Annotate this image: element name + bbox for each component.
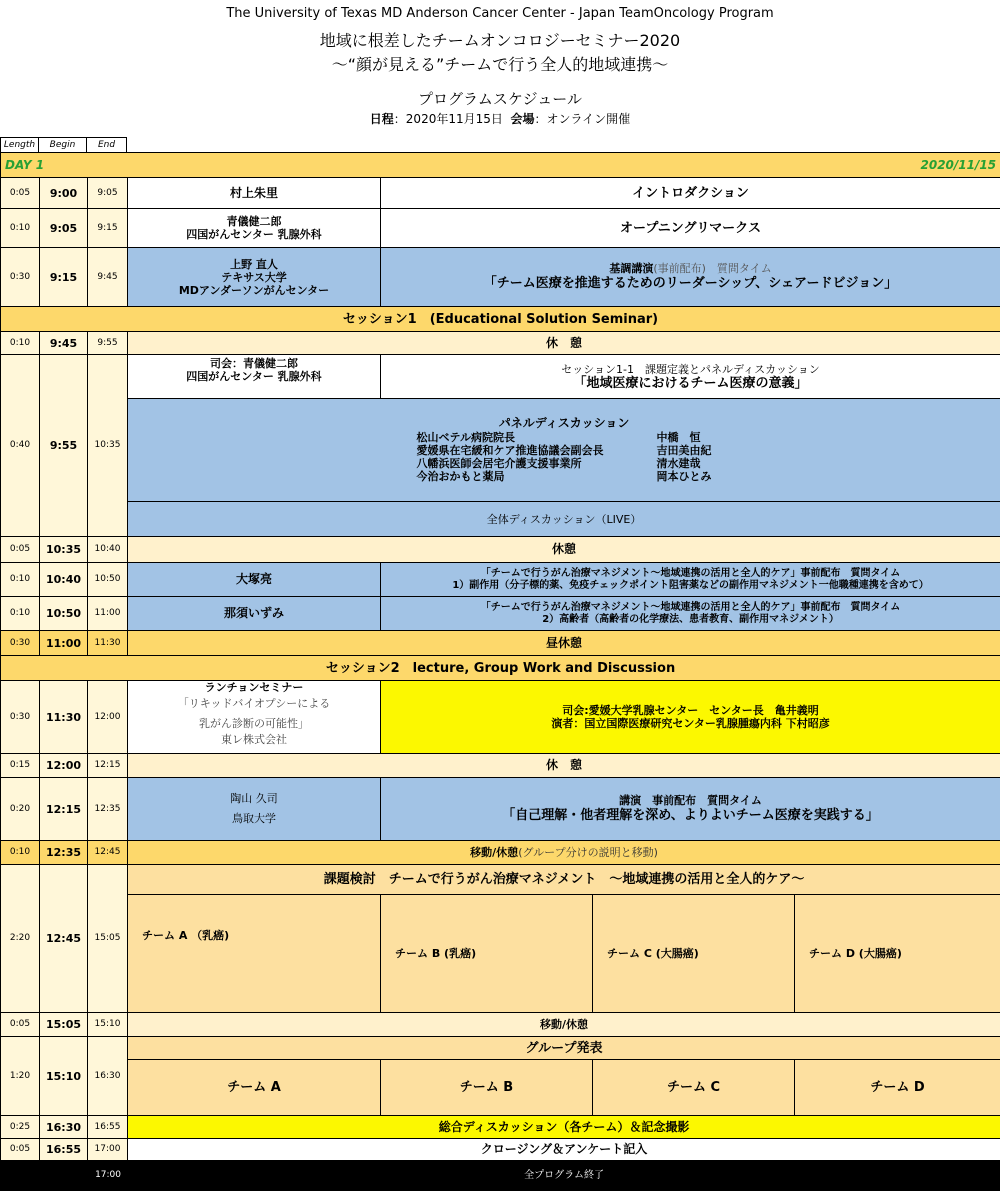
begin-cell: 9:05 xyxy=(40,209,88,248)
date-venue xyxy=(0,110,1000,127)
length-cell: 0:10 xyxy=(1,563,40,597)
begin-cell: 12:15 xyxy=(40,778,88,841)
team-cell: チーム A xyxy=(128,1060,381,1116)
length-cell: 0:15 xyxy=(1,754,40,778)
session2-title: セッション2 lecture, Group Work and Discussion xyxy=(1,656,1000,681)
groupwork-title: 課題検討 チームで行うがん治療マネジメント 〜地域連携の活用と全人的ケア〜 xyxy=(128,865,1000,895)
date-label: 日程 xyxy=(369,112,394,126)
begin-cell: 9:55 xyxy=(40,355,88,537)
section-row xyxy=(1,307,1000,332)
table-row xyxy=(1,1139,1000,1161)
end-cell: 16:30 xyxy=(88,1037,128,1116)
end-cell: 15:10 xyxy=(88,1013,128,1037)
team-cell: チーム A （乳癌) xyxy=(128,895,381,1013)
program-cell: 移動/休憩(グループ分けの説明と移動) xyxy=(128,841,1000,865)
end-cell: 9:55 xyxy=(88,332,128,355)
length-cell: 0:20 xyxy=(1,778,40,841)
end-cell: 16:55 xyxy=(88,1116,128,1139)
program-cell: 移動/休憩 xyxy=(128,1013,1000,1037)
speaker-cell xyxy=(128,355,381,399)
column-header xyxy=(0,137,127,152)
session1-title: セッション1 (Educational Solution Seminar) xyxy=(1,307,1000,332)
keynote-label: 基調講演 xyxy=(609,261,654,275)
length-cell: 0:05 xyxy=(1,178,40,209)
team-cell: チーム D (大腸癌) xyxy=(795,895,1000,1013)
team-cell: チーム C xyxy=(593,1060,795,1116)
program-cell xyxy=(381,248,1000,307)
speaker-affiliation: テキサス大学 xyxy=(221,270,287,284)
schedule-table xyxy=(0,152,1000,1191)
speaker-affiliation: 四国がんセンター 乳腺外科 xyxy=(186,228,322,241)
begin-cell: 9:15 xyxy=(40,248,88,307)
panel-topic: セッション1-1 課題定義とパネルディスカッション xyxy=(561,362,820,376)
table-row xyxy=(1,597,1000,631)
panel-cell xyxy=(128,399,1000,502)
table-row xyxy=(1,399,1000,502)
program-cell: 休 憩 xyxy=(128,754,1000,778)
panel-title: パネルディスカッション xyxy=(498,416,630,430)
end-cell: 17:00 xyxy=(88,1139,128,1161)
keynote-title: 「チーム医療を推進するためのリーダーシップ、シェアードビジョン」 xyxy=(483,275,898,291)
table-row xyxy=(1,1116,1000,1139)
program-cell: オープニングリマークス xyxy=(381,209,1000,248)
program-cell xyxy=(381,681,1000,754)
end-cell: 12:15 xyxy=(88,754,128,778)
speaker-cell xyxy=(128,248,381,307)
program-cell: 講演 事前配布 質問タイム 「自己理解・他者理解を深め、よりよいチーム医療を実践する」 xyxy=(381,778,1000,841)
table-row xyxy=(1,563,1000,597)
begin-cell: 11:00 xyxy=(40,631,88,656)
luncheon-chair: 司会:愛媛大学乳腺センター センター長 亀井義明 xyxy=(562,704,819,717)
table-row xyxy=(1,248,1000,307)
section-row xyxy=(1,656,1000,681)
table-row xyxy=(1,502,1000,537)
team-cell: チーム C (大腸癌) xyxy=(593,895,795,1013)
program-cell: 総合ディスカッション（各チーム）＆記念撮影 xyxy=(128,1116,1000,1139)
end-cell: 12:45 xyxy=(88,841,128,865)
venue-label: 会場 xyxy=(510,112,535,126)
program-cell: 「チームで行うがん治療マネジメント〜地域連携の活用と全人的ケア」事前配布 質問タイム 2）高齢者（高齢者の化学療法、患者教育、副作用マネジメント） xyxy=(381,597,1000,631)
schedule-title: プログラムスケジュール xyxy=(418,90,582,108)
end-row xyxy=(1,1161,1000,1191)
speaker-cell xyxy=(128,209,381,248)
length-cell: 0:30 xyxy=(1,631,40,656)
length-cell: 0:05 xyxy=(1,537,40,563)
team-cell: チーム D xyxy=(795,1060,1000,1116)
chair-affiliation: 四国がんセンター 乳腺外科 xyxy=(186,370,322,383)
seminar-subtitle: 〜“顔が見える”チームで行う全人的地域連携〜 xyxy=(331,55,669,74)
table-row xyxy=(1,1060,1000,1116)
day-date: 2020/11/15 xyxy=(920,157,997,172)
speaker-cell: ランチョンセミナー 「リキッドバイオプシーによる 乳がん診断の可能性」 東レ株式会社 xyxy=(128,681,381,754)
program-cell: 休 憩 xyxy=(128,332,1000,355)
end-cell: 10:40 xyxy=(88,537,128,563)
table-row xyxy=(1,355,1000,399)
discussion-cell: 全体ディスカッション（LIVE） xyxy=(128,502,1000,537)
list-item: 松山ベテル病院院長 中橋 恒 xyxy=(416,431,701,444)
col-end: End xyxy=(87,137,127,152)
end-cell: 9:05 xyxy=(88,178,128,209)
table-row xyxy=(1,1013,1000,1037)
list-item: 愛媛県在宅緩和ケア推進協議会副会長 吉田美由紀 xyxy=(416,444,712,457)
venue-value: ：オンライン開催 xyxy=(534,112,631,126)
length-cell: 0:10 xyxy=(1,209,40,248)
begin-cell: 12:45 xyxy=(40,865,88,1013)
speaker-cell xyxy=(128,778,381,841)
table-row xyxy=(1,631,1000,656)
end-program-cell: 全プログラム終了 xyxy=(128,1161,1000,1191)
org-name: The University of Texas MD Anderson Cancer Center - Japan TeamOncology Program xyxy=(226,6,774,21)
team-cell: チーム B xyxy=(381,1060,593,1116)
end-cell: 9:15 xyxy=(88,209,128,248)
length-cell: 0:10 xyxy=(1,332,40,355)
length-cell: 0:05 xyxy=(1,1013,40,1037)
panel-members xyxy=(417,431,712,483)
begin-cell: 9:00 xyxy=(40,178,88,209)
begin-cell: 11:30 xyxy=(40,681,88,754)
table-row xyxy=(1,681,1000,754)
table-row xyxy=(1,1037,1000,1060)
speaker-cell: 村上朱里 xyxy=(128,178,381,209)
table-row xyxy=(1,332,1000,355)
begin-cell: 12:00 xyxy=(40,754,88,778)
speaker-cell: 那須いずみ xyxy=(128,597,381,631)
begin-cell: 10:35 xyxy=(40,537,88,563)
table-row xyxy=(1,865,1000,895)
length-cell: 0:25 xyxy=(1,1116,40,1139)
length-cell: 0:10 xyxy=(1,597,40,631)
table-row xyxy=(1,537,1000,563)
end-cell: 10:35 xyxy=(88,355,128,537)
end-cell: 9:45 xyxy=(88,248,128,307)
col-begin: Begin xyxy=(39,137,87,152)
length-cell: 2:20 xyxy=(1,865,40,1013)
chair-name: 司会：青儀健二郎 xyxy=(210,357,298,370)
end-cell: 12:35 xyxy=(88,778,128,841)
speaker-name: 上野 直人 xyxy=(230,257,278,271)
luncheon-speaker: 演者：国立国際医療研究センター乳腺腫瘍内科 下村昭彦 xyxy=(551,717,830,730)
table-row xyxy=(1,754,1000,778)
begin-cell: 15:05 xyxy=(40,1013,88,1037)
begin-cell: 16:30 xyxy=(40,1116,88,1139)
end-time-cell: 17:00 xyxy=(1,1161,128,1191)
presentation-title: グループ発表 xyxy=(128,1037,1000,1060)
begin-cell: 12:35 xyxy=(40,841,88,865)
luncheon-title: ランチョンセミナー xyxy=(204,681,304,694)
table-row xyxy=(1,778,1000,841)
table-row xyxy=(1,841,1000,865)
table-row xyxy=(1,209,1000,248)
begin-cell: 10:50 xyxy=(40,597,88,631)
col-length: Length xyxy=(0,137,39,152)
speaker-affiliation: MDアンダーソンがんセンター xyxy=(178,283,330,297)
team-cell: チーム B (乳癌) xyxy=(381,895,593,1013)
end-cell: 10:50 xyxy=(88,563,128,597)
date-value: ：2020年11月15日 xyxy=(393,112,503,126)
begin-cell: 9:45 xyxy=(40,332,88,355)
program-cell: 昼休憩 xyxy=(128,631,1000,656)
begin-cell: 16:55 xyxy=(40,1139,88,1161)
length-cell: 0:30 xyxy=(1,681,40,754)
length-cell: 0:30 xyxy=(1,248,40,307)
program-cell: 「チームで行うがん治療マネジメント〜地域連携の活用と全人的ケア」事前配布 質問タイム 1）副作用（分子標的薬、免疫チェックポイント阻害薬などの副作用マネジメント一他職種連携を含めて） xyxy=(381,563,1000,597)
begin-cell: 10:40 xyxy=(40,563,88,597)
list-item: 今治おかもと薬局 岡本ひとみ xyxy=(416,470,712,483)
end-cell: 15:05 xyxy=(88,865,128,1013)
program-cell: 休憩 xyxy=(128,537,1000,563)
length-cell: 0:40 xyxy=(1,355,40,537)
program-cell: クロージング＆アンケート記入 xyxy=(128,1139,1000,1161)
program-cell xyxy=(381,355,1000,399)
day-row xyxy=(1,153,1000,178)
speaker-name: 陶山 久司 xyxy=(230,792,278,805)
end-cell: 12:00 xyxy=(88,681,128,754)
keynote-note: (事前配布) 質問タイム xyxy=(653,261,772,275)
end-cell: 11:00 xyxy=(88,597,128,631)
list-item: 八幡浜医師会居宅介護支援事業所 清水建哉 xyxy=(416,457,701,470)
speaker-name: 青儀健二郎 xyxy=(226,215,282,228)
begin-cell: 15:10 xyxy=(40,1037,88,1116)
seminar-title: 地域に根差したチームオンコロジーセミナー2020 xyxy=(319,31,681,50)
table-row xyxy=(1,895,1000,1013)
table-row xyxy=(1,178,1000,209)
program-cell: イントロダクション xyxy=(381,178,1000,209)
day-label: DAY 1 xyxy=(5,157,45,172)
length-cell: 1:20 xyxy=(1,1037,40,1116)
panel-topic-title: 「地域医療におけるチーム医療の意義」 xyxy=(573,375,808,391)
length-cell: 0:10 xyxy=(1,841,40,865)
speaker-affiliation: 鳥取大学 xyxy=(232,812,276,825)
length-cell: 0:05 xyxy=(1,1139,40,1161)
speaker-cell: 大塚亮 xyxy=(128,563,381,597)
end-cell: 11:30 xyxy=(88,631,128,656)
